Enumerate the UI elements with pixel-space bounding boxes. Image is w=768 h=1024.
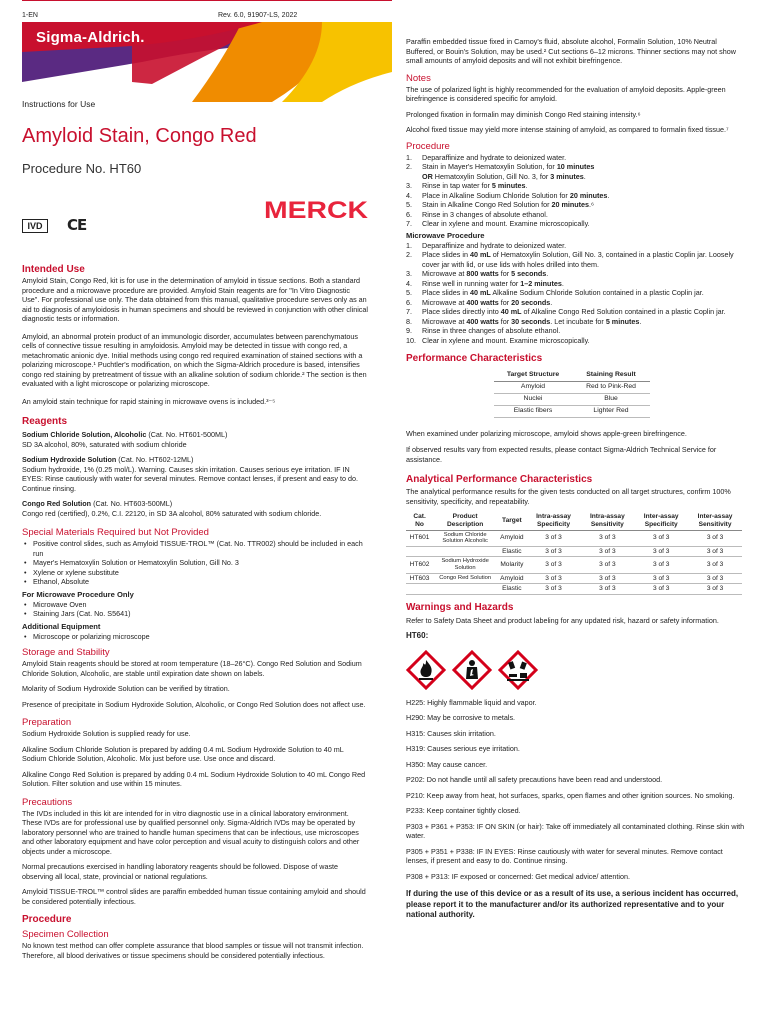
hazard-statement: H319: Causes serious eye irritation. xyxy=(406,744,520,754)
list-item: 8. Microwave at 400 watts for 30 seconds. Let incubate for 5 minutes. xyxy=(406,316,642,326)
precaution-statement: P202: Do not handle until all safety precautions have been read and understood. xyxy=(406,775,663,785)
table-row: Amyloid Red to Pink-Red xyxy=(494,381,650,393)
reagent-2: Sodium Hydroxide Solution (Cat. No. HT602-12ML) xyxy=(22,455,194,464)
analytical-table xyxy=(406,512,742,595)
specimen-collection-p1: No known test method can offer complete assurance that blood samples or tissue will not transmit infection. Therefore, all blood derivatives or tissue specimens should be considered potentially infectious. xyxy=(22,941,364,960)
table-header: Intra-assay Specificity xyxy=(527,512,581,530)
list-item: 5. Place slides in 40 mL Alkaline Sodium Chloride Solution contained in a plastic Coplin jar. xyxy=(406,288,704,298)
merck-logo xyxy=(264,199,368,221)
procedure-heading-left: Procedure xyxy=(22,914,72,926)
notes-p1: The use of polarized light is highly recommended for the evaluation of amyloid deposits. Apple-green birefringence is considered specific for amyloid. xyxy=(406,84,726,103)
precautions-p1: The IVDs included in this kit are intended for in vitro diagnostic use in a clinical laboratory environment. These IVDs are for professional use by qualified personnel only. Sigma-Aldrich IVDs may be operated by laboratory personnel who are trained to handle human specimens that can be infectious, use microscopes and other laboratory equipment and have color perception and visual acuity to distinguish colors and other objects under a microscope. xyxy=(22,808,360,856)
list-item: 3. Rinse in tap water for 5 minutes. xyxy=(406,181,528,190)
left-column xyxy=(22,264,368,960)
precaution-statement: P305 + P351 + P338: IF IN EYES: Rinse cautiously with water for several minutes. Remove contact lenses, if present and easy to do. Continue rinsing. xyxy=(406,846,723,866)
product-code: HT60: xyxy=(406,631,429,641)
hazard-statement: H290: May be corrosive to metals. xyxy=(406,713,516,723)
reagent-3: Congo Red Solution (Cat. No. HT603-500ML) xyxy=(22,499,173,508)
table-header: Target xyxy=(497,512,526,530)
storage-p2: Molarity of Sodium Hydroxide Solution can be verified by titration. xyxy=(22,684,230,694)
performance-p1: When examined under polarizing microscope, amyloid shows apple-green birefringence. xyxy=(406,428,687,438)
warnings-p1: Refer to Safety Data Sheet and product labeling for any updated risk, hazard or safety information. xyxy=(406,615,719,625)
performance-heading: Performance Characteristics xyxy=(406,353,543,365)
list-item: 6. Microwave at 400 watts for 20 seconds. xyxy=(406,297,553,307)
list-item: 4. Rinse well in running water for 1–2 minutes. xyxy=(406,278,564,288)
precaution-statement: P233: Keep container tightly closed. xyxy=(406,806,521,816)
table-row: Elastic 3 of 3 3 of 3 3 of 3 3 of 3 xyxy=(406,584,742,595)
intended-use-p1: Amyloid Stain, Congo Red, kit is for use in the determination of amyloid in tissue sections. Both a standard procedure and a microwave procedure are provided. Amyloid Stain reagents are for "In Vitro Diagnostic Use". For professional use only. The data obtained from this manual, qualitative procedure serves only as an aid to diagnosis of amyloidosis in human specimens and should be reviewed in conjunction with other clinical diagnostic tests or information. xyxy=(22,276,368,323)
corrosion-icon xyxy=(498,650,538,690)
incident-notice: If during the use of this device or as a result of its use, a serious incident has occurred, please report it to the manufacturer and/or its authorized representative and to your national authority. xyxy=(406,889,739,920)
revision-label: Rev. 6.0, 91907-LS, 2022 xyxy=(218,12,298,19)
storage-p1: Amyloid Stain reagents should be stored at room temperature (18–26°C). Congo Red Solution and Sodium Chloride Solution, Alcoholic, are stable until expiration date shown on labels. xyxy=(22,659,362,678)
precautions-p3: Amyloid TISSUE-TROL™ control slides are paraffin embedded human tissue containing amyloid and should be considered potentially infectious. xyxy=(22,887,366,906)
table-row: HT603 Congo Red Solution Amyloid 3 of 3 3 of 3 3 of 3 3 of 3 xyxy=(406,573,742,584)
table-row: Elastic 3 of 3 3 of 3 3 of 3 3 of 3 xyxy=(406,546,742,557)
list-item: • Ethanol, Absolute xyxy=(22,577,368,587)
list-item: • Positive control slides, such as Amyloid TISSUE-TROL™ (Cat. No. TTR002) should be included in each run xyxy=(22,539,368,558)
reagents-heading: Reagents xyxy=(22,416,68,427)
additional-equipment-heading: Additional Equipment xyxy=(22,621,101,631)
notes-p3: Alcohol fixed tissue may yield more intense staining of amyloid, as compared to formalin fixed tissue.⁷ xyxy=(406,125,729,134)
document-code: 1-EN xyxy=(22,12,38,19)
list-item: 10. Clear in xylene and mount. Examine microscopically. xyxy=(406,335,590,345)
intended-use-p2: Amyloid, an abnormal protein product of an immunologic disorder, accumulates between parenchymatous cells of connective tissue resulting in amyloidosis. Amyloid may be detected in tissue with congo red, a metachromatic anionic dye. Initial methods using congo red required examination of stained sections with a polarizing microscope.¹ Puchtler's modification, on which the Sigma-Aldrich procedure is based, intensifies congo red staining by pretreatment of tissue with an alkaline solution of sodium chloride.² The section is then evaluated with a light microscope or polarizing microscope. xyxy=(22,331,367,388)
storage-p3: Presence of precipitate in Sodium Hydroxide Solution, Alcoholic, or Congo Red Solution does not affect use. xyxy=(22,699,366,709)
fixation-intro: Paraffin embedded tissue fixed in Carnoy's fluid, absolute alcohol, Formalin Solution, 10% Neutral Buffered, or Bouin's Solution, may be used.² Cut sections 6–12 microns. Thinner sections may not show small amounts of amyloid deposits and will not exhibit birefringence. xyxy=(406,37,736,65)
list-item: 7. Clear in xylene and mount. Examine microscopically. xyxy=(406,219,590,228)
table-row: HT602 Sodium Hydroxide Solution Molarity 3 of 3 3 of 3 3 of 3 3 of 3 xyxy=(406,557,742,573)
performance-table xyxy=(494,370,650,418)
hazard-statement: H315: Causes skin irritation. xyxy=(406,728,496,738)
health-hazard-icon xyxy=(452,650,492,690)
table-header: Intra-assay Sensitivity xyxy=(580,512,634,530)
reagent-2-desc: Sodium hydroxide, 1% (0.25 mol/L). Warning. Causes skin irritation. Causes serious eye irritation. IF IN EYES: Rinse cautiously with water for several minutes. Remove contact lenses, if present and easy to do. Continue rinsing. xyxy=(22,464,358,493)
standard-procedure-list xyxy=(406,153,746,229)
storage-heading: Storage and Stability xyxy=(22,647,110,659)
microwave-procedure-list xyxy=(406,241,746,346)
table-header: Inter-assay Sensitivity xyxy=(688,512,742,530)
list-item: 2. Place slides in 40 mL of Hematoxylin Solution, Gill No. 3, contained in a plastic Coplin jar. Loosely cover jar with lid, or use lids with holes drilled into them. xyxy=(406,250,734,269)
ghs-pictograms xyxy=(406,650,746,690)
hazard-statement: H350: May cause cancer. xyxy=(406,759,488,769)
intended-use-p3: An amyloid stain technique for rapid staining in microwave ovens is included.³⁻⁵ xyxy=(22,396,276,406)
list-item: 4. Place in Alkaline Sodium Chloride Solution for 20 minutes. xyxy=(406,190,610,200)
special-materials-heading: Special Materials Required but Not Provided xyxy=(22,527,209,538)
list-item: 2. Stain in Mayer's Hematoxylin Solution, for 10 minutes OR Hematoxylin Solution, Gill No. 3, for 3 minutes. xyxy=(406,162,595,181)
brand-band xyxy=(22,22,392,102)
instructions-label: Instructions for Use xyxy=(22,99,96,109)
list-item: • Microwave Oven xyxy=(22,600,368,610)
sigma-aldrich-logo: Sigma-Aldrich. xyxy=(36,29,145,46)
list-item: 1. Deparaffinize and hydrate to deionized water. xyxy=(406,152,567,162)
precaution-statement: P303 + P361 + P353: IF ON SKIN (or hair): Take off immediately all contaminated clothing. Rinse skin with water. xyxy=(406,821,745,841)
hazard-statements xyxy=(406,698,746,882)
special-materials-list xyxy=(22,539,368,587)
analytical-p1: The analytical performance results for the given tests conducted on all target structures, confirm 100% sensitivity, specificity, and repeatability. xyxy=(406,487,731,506)
precautions-p2: Normal precautions exercised in handling laboratory reagents should be followed. Dispose of waste observing all local, state, provincial or national regulations. xyxy=(22,862,339,881)
analytical-heading: Analytical Performance Characteristics xyxy=(406,474,593,486)
table-row: Elastic fibers Lighter Red xyxy=(494,405,650,417)
reagent-3-desc: Congo red (certified), 0.2%, C.I. 22120, in SD 3A alcohol, 80% saturated with sodium chloride. xyxy=(22,508,322,518)
warnings-heading: Warnings and Hazards xyxy=(406,601,514,613)
reagent-1: Sodium Chloride Solution, Alcoholic (Cat. No. HT601-500ML) xyxy=(22,430,228,439)
microwave-only-heading: For Microwave Procedure Only xyxy=(22,589,134,599)
intended-use-heading: Intended Use xyxy=(22,264,85,275)
list-item: • Staining Jars (Cat. No. S5641) xyxy=(22,609,368,619)
procedure-heading-right: Procedure xyxy=(406,140,450,152)
list-item: 5. Stain in Alkaline Congo Red Solution for 20 minutes.⁶ xyxy=(406,200,594,209)
header-rule xyxy=(22,0,392,1)
list-item: • Mayer's Hematoxylin Solution or Hematoxylin Solution, Gill No. 3 xyxy=(22,558,368,568)
flame-icon xyxy=(406,650,446,690)
list-item: • Microscope or polarizing microscope xyxy=(22,632,368,642)
precautions-heading: Precautions xyxy=(22,796,73,808)
table-header: Inter-assay Specificity xyxy=(634,512,688,530)
preparation-p2: Alkaline Sodium Chloride Solution is prepared by adding 0.4 mL Sodium Hydroxide Solution to 40 mL Sodium Chloride Solution, Alcoholic. Mix just before use. Use once and discard. xyxy=(22,744,344,764)
page-title: Amyloid Stain, Congo Red xyxy=(22,125,257,147)
preparation-p1: Sodium Hydroxide Solution is supplied ready for use. xyxy=(22,729,191,739)
right-column xyxy=(406,37,746,921)
precaution-statement: P210: Keep away from heat, hot surfaces, sparks, open flames and other ignition sources. No smoking. xyxy=(406,790,735,800)
performance-p2: If observed results vary from expected results, please contact Sigma-Aldrich Technical Service for assistance. xyxy=(406,445,717,464)
additional-equipment-list xyxy=(22,632,368,642)
reagent-1-desc: SD 3A alcohol, 80%, saturated with sodium chloride xyxy=(22,439,187,449)
list-item: 1. Deparaffinize and hydrate to deionized water. xyxy=(406,240,567,250)
table-row: HT601 Sodium Chloride Solution Alcoholic Amyloid 3 of 3 3 of 3 3 of 3 3 of 3 xyxy=(406,530,742,546)
procedure-number: Procedure No. HT60 xyxy=(22,161,142,176)
notes-p2: Prolonged fixation in formalin may diminish Congo Red staining intensity.⁶ xyxy=(406,109,641,119)
microwave-items-list xyxy=(22,600,368,619)
microwave-procedure-heading: Microwave Procedure xyxy=(406,230,485,240)
table-row: Nuclei Blue xyxy=(494,393,650,405)
ce-mark: CE xyxy=(67,216,87,234)
svg-text:MERCK: MERCK xyxy=(264,199,368,221)
specimen-collection-heading: Specimen Collection xyxy=(22,929,109,941)
hazard-statement: H225: Highly flammable liquid and vapor. xyxy=(406,697,537,707)
table-header: Staining Result xyxy=(572,370,650,381)
precaution-statement: P308 + P313: IF exposed or concerned: Get medical advice/ attention. xyxy=(406,871,630,881)
table-header: Product Description xyxy=(433,512,497,530)
table-header: Target Structure xyxy=(494,370,572,381)
notes-heading: Notes xyxy=(406,72,431,84)
list-item: 6. Rinse in 3 changes of absolute ethanol. xyxy=(406,209,548,219)
preparation-heading: Preparation xyxy=(22,717,72,729)
table-header: Cat. No xyxy=(406,512,433,530)
list-item: • Xylene or xylene substitute xyxy=(22,568,368,578)
list-item: 9. Rinse in three changes of absolute ethanol. xyxy=(406,326,561,336)
ivd-mark: IVD xyxy=(22,219,48,233)
list-item: 7. Place slides directly into 40 mL of Alkaline Congo Red Solution contained in a plastic Coplin jar. xyxy=(406,307,726,317)
preparation-p3: Alkaline Congo Red Solution is prepared by adding 0.4 mL Sodium Hydroxide Solution to 40 mL Congo Red Solution. Filter solution and use within 15 minutes. xyxy=(22,769,366,789)
list-item: 3. Microwave at 800 watts for 5 seconds. xyxy=(406,269,549,279)
